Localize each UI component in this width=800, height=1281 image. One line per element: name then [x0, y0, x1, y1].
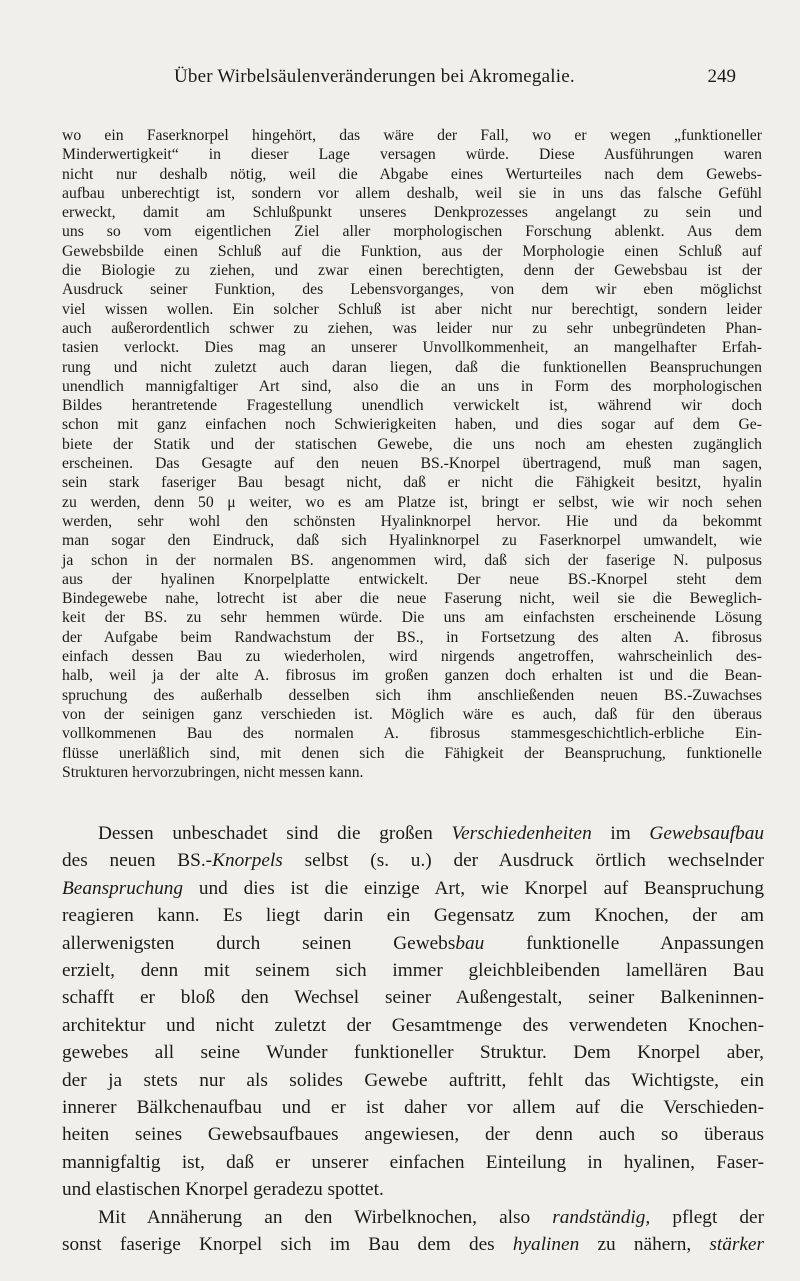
text-line: nicht nur deshalb nötig, weil die Abgabe eines Werturteiles nach dem Gewebs-: [62, 165, 762, 183]
text-line: man sogar den Eindruck, daß sich Hyalinknorpel zu Faserknorpel umwandelt, wie: [62, 532, 762, 550]
text-line: der Aufgabe beim Randwachstum der BS., in Fortsetzung des alten A. fibrosus: [62, 628, 762, 646]
text-line: die Biologie zu ziehen, und zwar einen berechtigten, denn der Gewebsbau ist der: [62, 262, 762, 280]
text-line: Bindegewebe nahe, lotrecht ist aber die neue Faserung nicht, weil sie die Beweglich-: [62, 590, 762, 608]
text-line: vollkommenen Bau des normalen A. fibrosus stammesgeschichtlich-erbliche Ein-: [62, 725, 762, 743]
text-line: auch außerordentlich schwer zu ziehen, was leider nur zu sehr unbegründeten Phan-: [62, 319, 762, 337]
text-line: architektur und nicht zuletzt der Gesamtmenge des verwendeten Knochen-: [62, 1014, 764, 1036]
text-line: heiten seines Gewebsaufbaues angewiesen, der denn auch so überaus: [62, 1124, 764, 1146]
text-line: aufbau unberechtigt ist, sondern vor allem deshalb, weil sie in uns das falsche Gefühl: [62, 184, 762, 202]
text-line: erscheinen. Das Gesagte auf den neuen BS.-Knorpel übertragend, muß man sagen,: [62, 455, 762, 473]
text-line: Gewebsbilde einen Schluß auf die Funktion, aus der Morphologie einen Schluß auf: [62, 242, 762, 260]
text-line: ja schon in der normalen BS. angenommen wird, daß sich der faserige N. pulposus: [62, 551, 762, 569]
text-line: sein stark faseriger Bau besagt nicht, daß er nicht die Fähigkeit besitzt, hyalin: [62, 474, 762, 492]
text-line: zu werden, denn 50 μ weiter, wo es am Platze ist, bringt er selbst, wie wir noch sehen: [62, 493, 762, 511]
text-line: uns so vom eigentlichen Ziel aller morphologischen Forschung ablenkt. Aus dem: [62, 223, 762, 241]
running-title: Über Wirbelsäulenveränderungen bei Akromegalie.: [174, 66, 575, 87]
text-line: Dessen unbeschadet sind die großen Verschiedenheiten im Gewebsaufbau: [98, 823, 764, 844]
text-line: biete der Statik und der statischen Gewebe, die uns noch am ehesten zugänglich: [62, 435, 762, 453]
text-line: keit der BS. zu sehr hemmen würde. Die uns am einfachsten erscheinende Lösung: [62, 609, 762, 627]
text-line: erweckt, damit am Schlußpunkt unseres Denkprozesses angelangt zu sein und: [62, 204, 762, 222]
text-line: und elastischen Knorpel geradezu spottet.: [62, 1179, 384, 1201]
text-line: Bildes herantretende Fragestellung unendlich verwickelt ist, während wir doch: [62, 397, 762, 415]
page-header: [62, 66, 738, 94]
text-line: von der seinigen ganz verschieden ist. Möglich wäre es auch, daß für den überaus: [62, 705, 762, 723]
text-line: des neuen BS.-Knorpels selbst (s. u.) der Ausdruck örtlich wechselnder: [62, 850, 764, 872]
text-line: erzielt, denn mit seinem sich immer gleichbleibenden lamellären Bau: [62, 960, 764, 982]
text-line: Mit Annäherung an den Wirbelknochen, also randständig, pflegt der: [98, 1206, 764, 1228]
text-line: schon mit ganz einfachen noch Schwierigkeiten haben, und dies sogar auf dem Ge-: [62, 416, 762, 434]
text-line: gewebes all seine Wunder funktioneller Struktur. Dem Knorpel aber,: [62, 1042, 764, 1064]
text-line: rung und nicht zuletzt auch daran liegen, daß die funktionellen Beanspruchungen: [62, 358, 762, 376]
text-line: der ja stets nur als solides Gewebe auftritt, fehlt das Wichtigste, ein: [62, 1069, 764, 1091]
text-line: halb, weil ja der alte A. fibrosus im großen ganzen doch erhalten ist und die Bean-: [62, 667, 762, 685]
text-line: aus der hyalinen Knorpelplatte entwickelt. Der neue BS.-Knorpel steht dem: [62, 570, 762, 588]
text-line: mannigfaltig ist, daß er unserer einfachen Einteilung in hyalinen, Faser-: [62, 1151, 764, 1173]
text-line: flüsse unerläßlich sind, mit denen sich die Fähigkeit der Beanspruchung, funktionelle: [62, 744, 762, 762]
main-text: [62, 820, 764, 1259]
text-line: wo ein Faserknorpel hingehört, das wäre der Fall, wo er wegen „funktioneller: [62, 127, 762, 144]
text-line: unendlich mannigfaltiger Art sind, also die an uns in Form des morphologischen: [62, 377, 762, 395]
text-line: tasien verlockt. Dies mag an unserer Unvollkommenheit, an mangelhafter Erfah-: [62, 339, 762, 357]
text-line: Beanspruchung und dies ist die einzige Art, wie Knorpel auf Beanspruchung: [62, 877, 764, 899]
text-line: schafft er bloß den Wechsel seiner Außengestalt, seiner Balkeninnen-: [62, 987, 764, 1009]
text-line: innerer Bälkchenaufbau und er ist daher vor allem auf die Verschieden-: [62, 1097, 764, 1119]
text-line: viel wissen wollen. Ein solcher Schluß ist aber nicht nur berechtigt, sondern leider: [62, 300, 762, 318]
text-line: allerwenigsten durch seinen Gewebsbau funktionelle Anpassungen: [62, 932, 764, 954]
text-line: einfach dessen Bau zu wiederholen, wird nirgends angetroffen, wahrscheinlich des-: [62, 648, 762, 666]
text-line: werden, sehr wohl den schönsten Hyalinknorpel hervor. Hie und da bekommt: [62, 512, 762, 530]
text-line: reagieren kann. Es liegt darin ein Gegensatz zum Knochen, der am: [62, 905, 764, 927]
text-line: Ausdruck seiner Funktion, des Lebensvorganges, von dem wir eben möglichst: [62, 281, 762, 299]
text-line: Minderwertigkeit“ in dieser Lage versagen würde. Diese Ausführungen waren: [62, 146, 762, 164]
small-print-paragraph: [62, 126, 762, 782]
page-number: 249: [707, 66, 736, 87]
text-line: Strukturen hervorzubringen, nicht messen kann.: [62, 763, 364, 781]
text-line: sonst faserige Knorpel sich im Bau dem des hyalinen zu nähern, stärker: [62, 1234, 764, 1256]
text-line: spruchung des außerhalb desselben sich ihm anschließenden neuen BS.-Zuwachses: [62, 686, 762, 704]
